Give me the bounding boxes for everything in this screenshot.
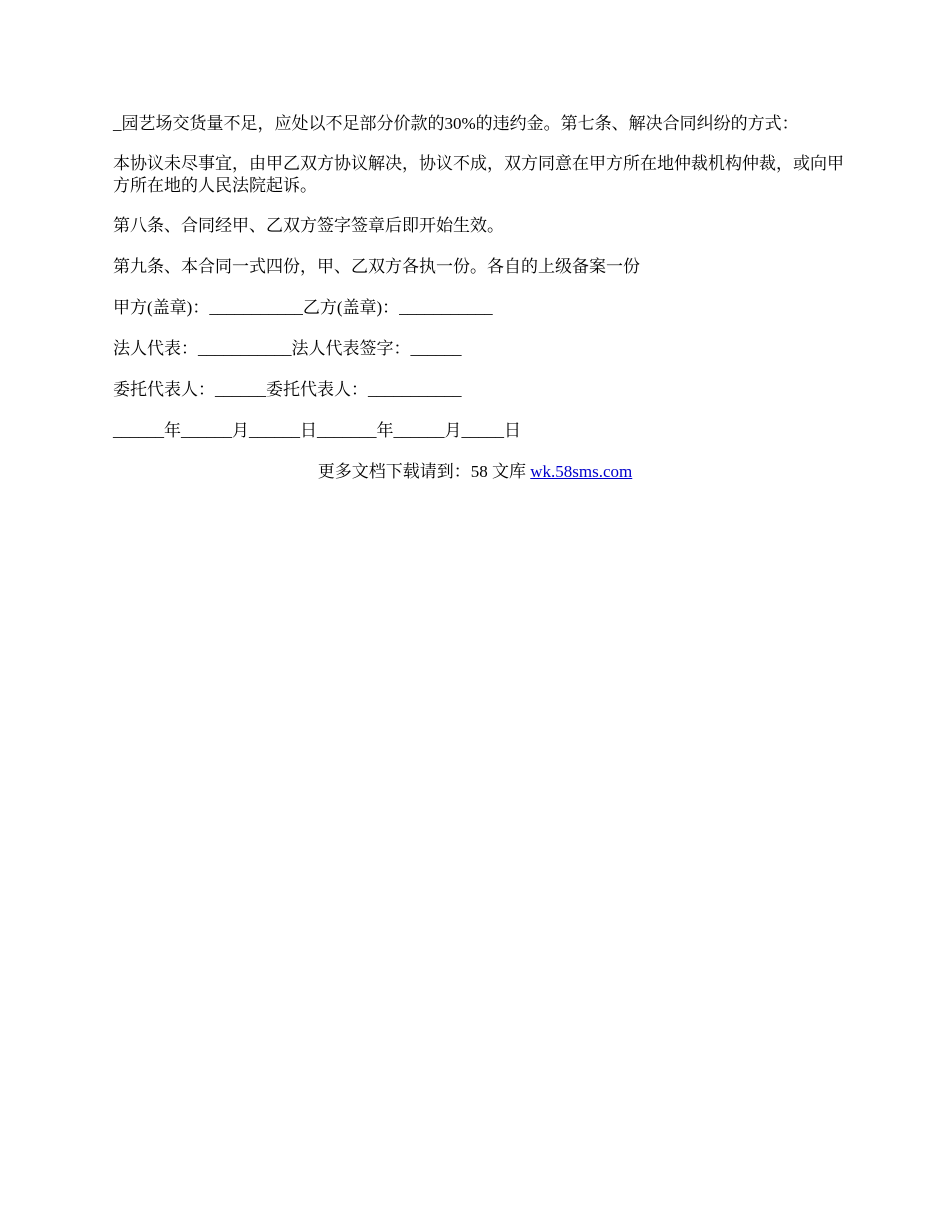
footer-link[interactable]: wk.58sms.com bbox=[530, 462, 633, 481]
paragraph-dispute-resolution: 本协议未尽事宜，由甲乙双方协议解决，协议不成，双方同意在甲方所在地仲裁机构仲裁，或向甲方所在地的人民法院起诉。 bbox=[113, 154, 844, 195]
signature-line-legal-representative: 法人代表：___________法人代表签字：______ bbox=[113, 339, 462, 358]
signature-line-party-seals: 甲方(盖章)：___________乙方(盖章)：___________ bbox=[113, 298, 493, 317]
document-page bbox=[113, 113, 853, 483]
signature-line-authorized-representative: 委托代表人：______委托代表人：___________ bbox=[113, 380, 462, 399]
footer-download-note bbox=[113, 461, 837, 483]
paragraph-article-9: 第九条、本合同一式四份，甲、乙双方各执一份。各自的上级备案一份 bbox=[113, 257, 640, 276]
signature-line-dates: ______年______月______日_______年______月_____日 bbox=[113, 421, 521, 440]
paragraph-article-8: 第八条、合同经甲、乙双方签字签章后即开始生效。 bbox=[113, 216, 504, 235]
paragraph-breach-and-article-7: _园艺场交货量不足，应处以不足部分价款的30%的违约金。第七条、解决合同纠纷的方式： bbox=[113, 114, 799, 133]
footer-prefix: 更多文档下载请到：58 文库 bbox=[317, 462, 531, 481]
